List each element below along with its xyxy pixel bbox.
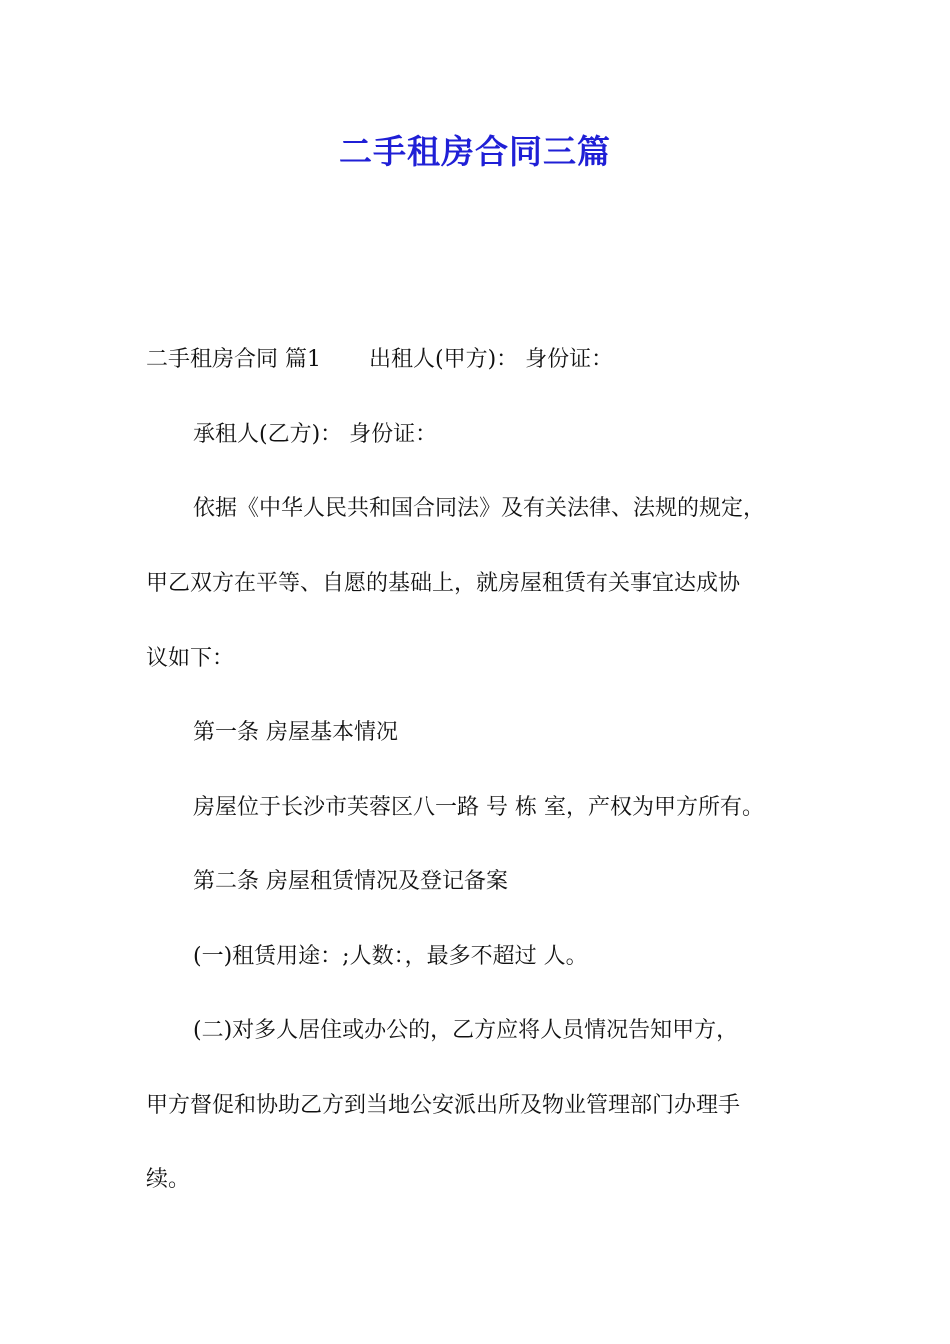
paragraph-line-5: 议如下： <box>146 646 235 671</box>
contract-section-heading: 二手租房合同 篇1 <box>146 347 321 372</box>
paragraph-line-12: 续。 <box>146 1167 191 1192</box>
paragraph-line-11: 甲方督促和协助乙方到当地公安派出所及物业管理部门办理手 <box>146 1093 741 1118</box>
paragraph-line-7: 房屋位于长沙市芙蓉区八一路 号 栋 室，产权为甲方所有。 <box>193 795 764 820</box>
document-title: 二手租房合同三篇 <box>339 132 611 171</box>
paragraph-line-1 <box>146 345 836 375</box>
lessor-field-label: 出租人(甲方)： 身份证： <box>369 347 614 372</box>
article-1-heading: 第一条 房屋基本情况 <box>193 720 398 745</box>
paragraph-line-3: 依据《中华人民共和国合同法》及有关法律、法规的规定， <box>193 496 766 521</box>
paragraph-line-4: 甲乙双方在平等、自愿的基础上，就房屋租赁有关事宜达成协 <box>146 571 741 596</box>
lessee-field-label: 承租人(乙方)： 身份证： <box>193 422 438 447</box>
paragraph-line-9: (一)租赁用途：;人数：，最多不超过 人。 <box>193 944 588 969</box>
article-2-heading: 第二条 房屋租赁情况及登记备案 <box>193 869 508 894</box>
paragraph-line-10: (二)对多人居住或办公的，乙方应将人员情况告知甲方， <box>193 1018 739 1043</box>
